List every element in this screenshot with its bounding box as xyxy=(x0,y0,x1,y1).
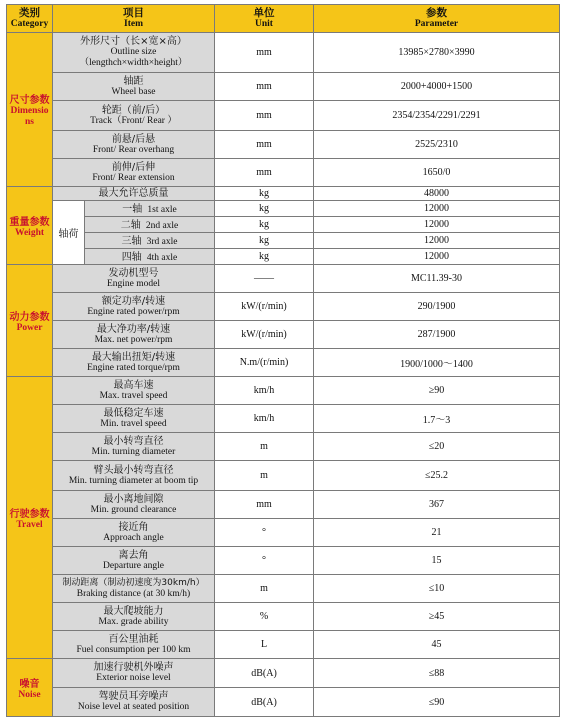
category-power xyxy=(7,265,53,377)
item-label-zh: 发动机型号 xyxy=(108,267,159,279)
table-row xyxy=(7,349,560,377)
value-cell: 2000+4000+1500 xyxy=(314,73,560,101)
item-label-zh: 驾驶员耳旁噪声 xyxy=(98,691,169,702)
value-cell: 2525/2310 xyxy=(314,131,560,159)
category-label-en: Power xyxy=(16,322,43,333)
unit-cell: —— xyxy=(215,265,314,293)
unit-cell: mm xyxy=(215,33,314,73)
item-label-en: Min. turning diameter xyxy=(91,446,176,457)
category-label-zh: 重量参数 xyxy=(9,216,50,228)
category-label-zh: 动力参数 xyxy=(9,311,50,323)
value-cell: 1.7～3 xyxy=(314,405,560,433)
value-cell: 12000 xyxy=(314,233,560,249)
table-row xyxy=(7,547,560,575)
item-label-zh: 离去角 xyxy=(118,549,149,561)
value-cell: 2354/2354/2291/2291 xyxy=(314,101,560,131)
value-cell: 48000 xyxy=(314,187,560,201)
table-row xyxy=(7,405,560,433)
value-cell: 290/1900 xyxy=(314,293,560,321)
item-label-zh: 百公里油耗 xyxy=(108,633,159,645)
unit-cell: m xyxy=(215,461,314,491)
unit-cell: mm xyxy=(215,101,314,131)
item-cell xyxy=(53,405,215,433)
value-cell: ≤90 xyxy=(314,688,560,717)
unit-cell: dB(A) xyxy=(215,659,314,688)
item-label-zh: 最大允许总质量 xyxy=(98,188,169,199)
item-cell xyxy=(53,159,215,187)
unit-cell: km/h xyxy=(215,405,314,433)
table-row xyxy=(7,131,560,159)
item-label-en: Fuel consumption per 100 km xyxy=(76,644,191,655)
table-row xyxy=(7,187,560,201)
item-label-en: Max. net power/rpm xyxy=(94,334,173,345)
value-cell: ≤88 xyxy=(314,659,560,688)
value-cell: 367 xyxy=(314,491,560,519)
item-label-en: Min. ground clearance xyxy=(90,504,177,515)
item-label-en: Noise level at seated position xyxy=(77,702,190,712)
unit-cell: mm xyxy=(215,131,314,159)
item-cell xyxy=(53,349,215,377)
item-cell xyxy=(53,688,215,717)
item-label-en: Outline size xyxy=(110,47,157,57)
item-label-zh: 外形尺寸（长×宽×高） xyxy=(80,36,187,47)
table-row xyxy=(7,159,560,187)
item-cell xyxy=(53,73,215,101)
header-unit xyxy=(215,5,314,33)
item-label-en: Engine rated torque/rpm xyxy=(87,362,180,373)
item-cell xyxy=(53,659,215,688)
item-label-zh: 最低稳定车速 xyxy=(103,407,164,419)
item-label-zh: 最大输出扭矩/转速 xyxy=(91,351,176,363)
item-cell xyxy=(53,547,215,575)
item-label-en: Max. grade ability xyxy=(98,616,169,627)
item-label-zh: 前伸/后伸 xyxy=(111,161,156,173)
header-row xyxy=(7,5,560,33)
table-row xyxy=(7,491,560,519)
value-cell: 287/1900 xyxy=(314,321,560,349)
item-label-en: 3rd axle xyxy=(146,237,178,247)
table-row xyxy=(7,265,560,293)
item-cell xyxy=(53,321,215,349)
item-cell xyxy=(53,603,215,631)
item-cell xyxy=(53,293,215,321)
value-cell: ≥90 xyxy=(314,377,560,405)
unit-cell: kW/(r/min) xyxy=(215,293,314,321)
unit-cell: mm xyxy=(215,159,314,187)
item-cell xyxy=(85,201,215,217)
unit-cell: kg xyxy=(215,187,314,201)
item-cell xyxy=(53,101,215,131)
axle-load-group xyxy=(53,201,85,265)
item-label-zh: 最小离地间隙 xyxy=(103,493,164,505)
table-row xyxy=(7,575,560,603)
value-cell: 1650/0 xyxy=(314,159,560,187)
item-label-en: Approach angle xyxy=(103,532,164,543)
item-cell xyxy=(85,249,215,265)
item-label-en: Min. travel speed xyxy=(100,418,167,429)
item-label-en: Wheel base xyxy=(111,86,156,97)
table-row xyxy=(7,631,560,659)
value-cell: 1900/1000～1400 xyxy=(314,349,560,377)
item-cell xyxy=(53,265,215,293)
unit-cell: kg xyxy=(215,201,314,217)
item-label-en: Max. travel speed xyxy=(99,390,168,401)
item-label-zh: 二轴 xyxy=(120,220,141,231)
table-row xyxy=(7,233,560,249)
value-cell: 21 xyxy=(314,519,560,547)
table-row xyxy=(7,293,560,321)
unit-cell: dB(A) xyxy=(215,688,314,717)
category-label-en: Noise xyxy=(18,689,41,700)
value-cell: ≥45 xyxy=(314,603,560,631)
item-label-zh: 最大爬坡能力 xyxy=(103,605,164,617)
header-category xyxy=(7,5,53,33)
table-row xyxy=(7,217,560,233)
item-label-zh: 最大净功率/转速 xyxy=(96,323,171,335)
item-label-en: Engine model xyxy=(106,278,161,289)
unit-cell: kg xyxy=(215,233,314,249)
category-weight xyxy=(7,187,53,265)
category-label-zh: 噪音 xyxy=(19,678,40,690)
unit-cell: kg xyxy=(215,249,314,265)
item-label-zh: 制动距离（制动初速度为30km/h） xyxy=(62,577,205,588)
category-label-zh: 尺寸参数 xyxy=(9,95,50,106)
item-label-zh: 加速行驶机外噪声 xyxy=(93,662,174,673)
category-label-en: Travel xyxy=(16,519,43,530)
unit-cell: N.m/(r/min) xyxy=(215,349,314,377)
category-label-en: Dimensions xyxy=(10,106,49,127)
item-label-zh: 前悬/后悬 xyxy=(111,133,156,145)
item-label-en: Braking distance (at 30 km/h) xyxy=(76,588,191,599)
item-label-zh: 轮距（前/后） xyxy=(101,104,166,116)
category-label-en: Weight xyxy=(14,227,45,238)
table-row xyxy=(7,377,560,405)
value-cell: 12000 xyxy=(314,201,560,217)
value-cell: ≤25.2 xyxy=(314,461,560,491)
table-row xyxy=(7,101,560,131)
header-unit-zh: 单位 xyxy=(253,6,275,19)
unit-cell: mm xyxy=(215,73,314,101)
item-cell xyxy=(53,519,215,547)
table-row xyxy=(7,433,560,461)
unit-cell: m xyxy=(215,433,314,461)
unit-cell: ° xyxy=(215,547,314,575)
item-label-en: Front/ Rear overhang xyxy=(92,144,175,155)
value-cell: 12000 xyxy=(314,217,560,233)
axle-load-label: 轴荷 xyxy=(58,229,79,240)
value-cell: 12000 xyxy=(314,249,560,265)
item-label-en: Front/ Rear extension xyxy=(92,172,175,183)
category-noise xyxy=(7,659,53,717)
item-cell xyxy=(53,433,215,461)
unit-cell: m xyxy=(215,575,314,603)
unit-cell: kg xyxy=(215,217,314,233)
unit-cell: L xyxy=(215,631,314,659)
value-cell: 13985×2780×3990 xyxy=(314,33,560,73)
item-cell xyxy=(85,217,215,233)
unit-cell: km/h xyxy=(215,377,314,405)
table-row xyxy=(7,73,560,101)
table-row xyxy=(7,519,560,547)
header-param-en: Parameter xyxy=(414,18,459,29)
header-param-zh: 参数 xyxy=(426,6,447,19)
table-row xyxy=(7,461,560,491)
header-unit-en: Unit xyxy=(255,18,273,29)
table-row xyxy=(7,688,560,717)
item-label-zh: 四轴 xyxy=(121,252,142,263)
item-label-en: 1st axle xyxy=(147,205,177,215)
item-label-zh: 额定功率/转速 xyxy=(101,295,166,307)
value-cell: 45 xyxy=(314,631,560,659)
item-label-zh: 轴距 xyxy=(123,75,144,87)
item-label-en: Engine rated power/rpm xyxy=(87,306,180,317)
value-cell: 15 xyxy=(314,547,560,575)
item-label-zh: 一轴 xyxy=(122,204,143,215)
header-item-zh: 项目 xyxy=(123,6,144,19)
table-row xyxy=(7,201,560,217)
unit-cell: ° xyxy=(215,519,314,547)
item-label-en: Exterior noise level xyxy=(96,673,171,683)
table-row xyxy=(7,249,560,265)
item-label-zh: 接近角 xyxy=(118,521,149,533)
category-label-zh: 行驶参数 xyxy=(9,508,50,520)
category-dimensions xyxy=(7,33,53,187)
item-label-en-2: （lengthch×width×height） xyxy=(79,58,188,68)
item-label-zh: 最高车速 xyxy=(113,379,154,391)
item-label-en: 2nd axle xyxy=(145,221,179,231)
item-cell xyxy=(53,377,215,405)
table-row xyxy=(7,659,560,688)
spec-table xyxy=(6,4,560,717)
item-cell xyxy=(85,233,215,249)
value-cell: ≤20 xyxy=(314,433,560,461)
unit-cell: mm xyxy=(215,491,314,519)
category-travel xyxy=(7,377,53,659)
item-label-en: Min. turning diameter at boom tip xyxy=(68,475,199,486)
header-item xyxy=(53,5,215,33)
item-cell xyxy=(53,131,215,159)
value-cell: ≤10 xyxy=(314,575,560,603)
item-label-en: Departure angle xyxy=(103,560,164,571)
header-item-en: Item xyxy=(124,18,143,29)
header-category-en: Category xyxy=(10,18,49,29)
table-row xyxy=(7,33,560,73)
item-label-en: Track（Front/ Rear ） xyxy=(90,115,177,126)
item-cell xyxy=(53,461,215,491)
item-label-zh: 最小转弯直径 xyxy=(103,435,164,447)
item-label-zh: 三轴 xyxy=(121,236,142,247)
item-cell xyxy=(53,187,215,201)
item-label-zh: 臂头最小转弯直径 xyxy=(93,464,174,476)
item-cell xyxy=(53,631,215,659)
unit-cell: kW/(r/min) xyxy=(215,321,314,349)
value-cell: MC11.39-30 xyxy=(314,265,560,293)
item-cell xyxy=(53,491,215,519)
item-cell xyxy=(53,33,215,73)
table-row xyxy=(7,321,560,349)
unit-cell: % xyxy=(215,603,314,631)
item-label-en: 4th axle xyxy=(146,253,178,263)
header-parameter xyxy=(314,5,560,33)
table-row xyxy=(7,603,560,631)
header-category-zh: 类别 xyxy=(19,6,40,19)
item-cell xyxy=(53,575,215,603)
